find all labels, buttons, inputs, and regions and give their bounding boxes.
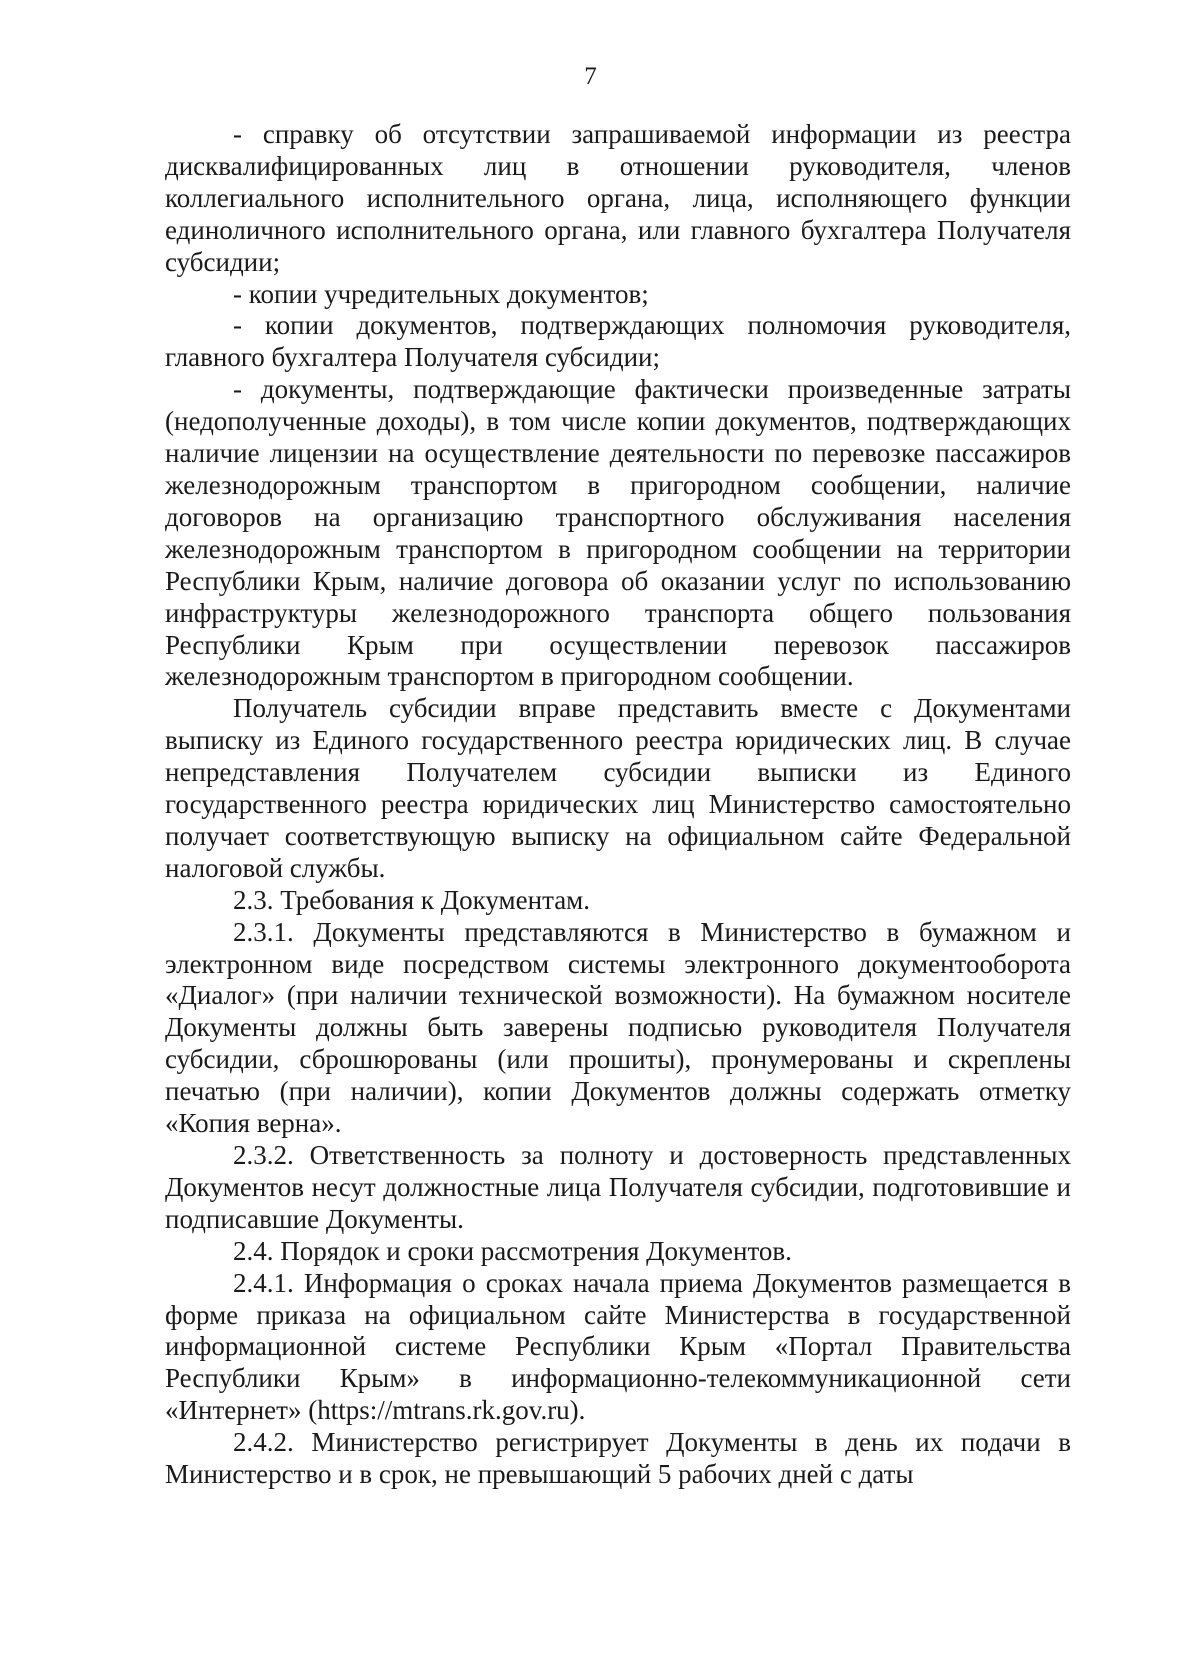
paragraph-authority-documents: - копии документов, подтверждающих полномочия руководителя, главного бухгалтера Получателя субсидии; bbox=[165, 310, 1071, 373]
paragraph-cost-documents: - документы, подтверждающие фактически произведенные затраты (недополученные доходы), в том числе копии документов, подтверждающих наличие лицензии на осуществление деятельности по перевозке пассажиров железнодорожным транспортом в пригородном сообщении, наличие договоров на организацию транспортного обслуживания населения железнодорожным транспортом в пригородном сообщении на территории Республики Крым, наличие договора об оказании услуг по использованию инфраструктуры железнодорожного транспорта общего пользования Республики Крым при осуществлении перевозок пассажиров железнодорожным транспортом в пригородном сообщении. bbox=[165, 374, 1071, 692]
paragraph-2-3-2: 2.3.2. Ответственность за полноту и достоверность представленных Документов несут должностные лица Получателя субсидии, подготовившие и подписавшие Документы. bbox=[165, 1140, 1071, 1234]
paragraph-2-4-2: 2.4.2. Министерство регистрирует Документы в день их подачи в Министерство и в срок, не превышающий 5 рабочих дней с даты bbox=[165, 1427, 1071, 1490]
paragraph-2-3-1: 2.3.1. Документы представляются в Министерство в бумажном и электронном виде посредством системы электронного документооборота «Диалог» (при наличии технической возможности). На бумажном носителе Документы должны быть заверены подписью руководителя Получателя субсидии, сброшюрованы (или прошиты), пронумерованы и скреплены печатью (при наличии), копии Документов должны содержать отметку «Копия верна». bbox=[165, 916, 1071, 1139]
section-heading-2-4: 2.4. Порядок и сроки рассмотрения Документов. bbox=[233, 1235, 792, 1266]
paragraph-disqualified-persons-certificate: - справку об отсутствии запрашиваемой информации из реестра дисквалифицированных лиц в отношении руководителя, членов коллегиального исполнительного органа, лица, исполняющего функции единоличного исполнительного органа, или главного бухгалтера Получателя субсидии; bbox=[165, 119, 1071, 277]
section-heading-2-3: 2.3. Требования к Документам. bbox=[233, 884, 591, 915]
paragraph-2-4-1: 2.4.1. Информация о сроках начала приема Документов размещается в форме приказа на официальном сайте Министерства в государственной информационной системе Республики Крым «Портал Правительства Республики Крым» в информационно-телекоммуникационной сети «Интернет» (https://mtrans.rk.gov.ru). bbox=[165, 1267, 1071, 1426]
paragraph-founding-documents: - копии учредительных документов; bbox=[233, 278, 649, 309]
document-body bbox=[165, 119, 1071, 1491]
page-number: 7 bbox=[584, 63, 597, 90]
paragraph-registry-extract: Получатель субсидии вправе представить вместе с Документами выписку из Единого государственного реестра юридических лиц. В случае непредставления Получателем субсидии выписки из Единого государственного реестра юридических лиц Министерство самостоятельно получает соответствующую выписку на официальном сайте Федеральной налоговой службы. bbox=[165, 693, 1071, 883]
